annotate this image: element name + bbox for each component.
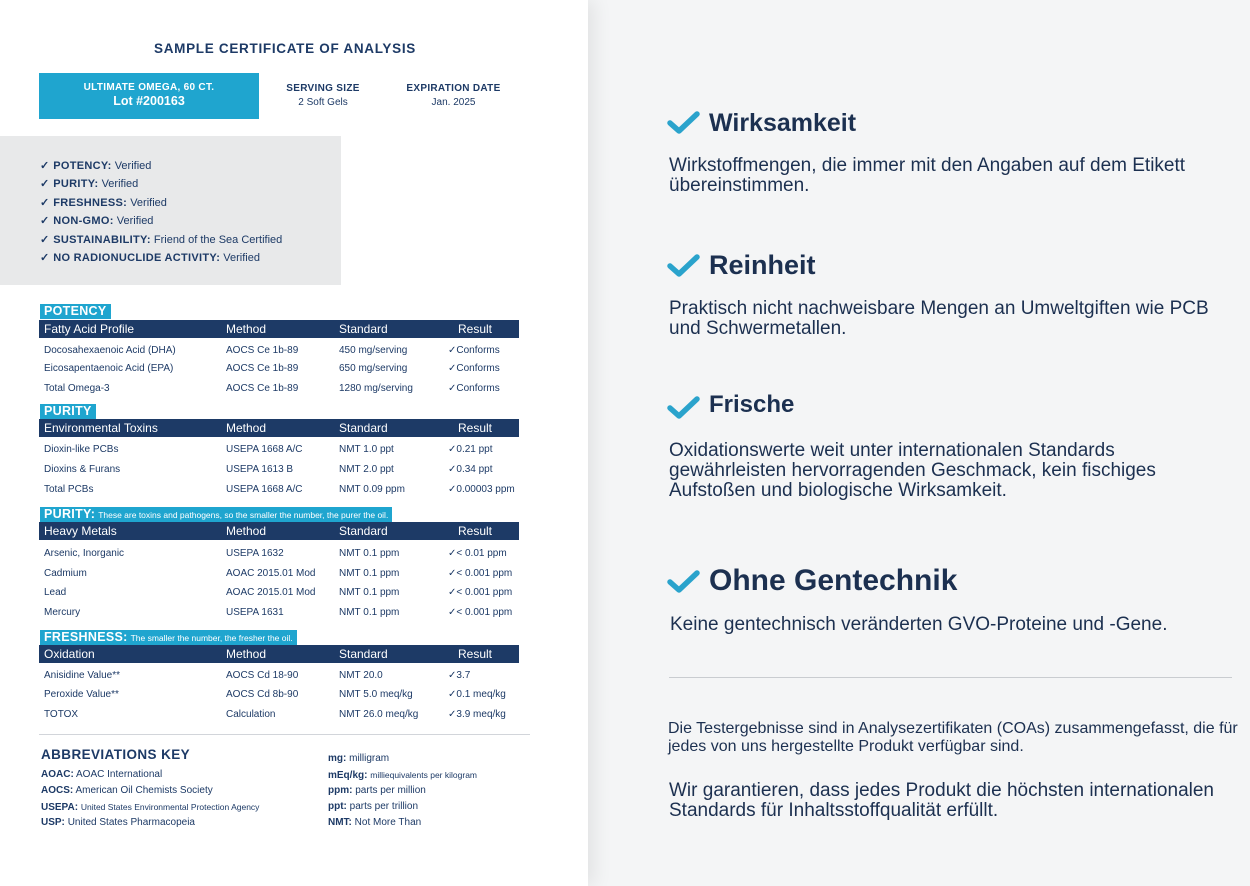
table-cell: 650 mg/serving bbox=[339, 363, 408, 374]
column-header: Method bbox=[226, 524, 267, 538]
serving-size-label: SERVING SIZE bbox=[286, 83, 360, 94]
checkmark-icon bbox=[667, 569, 700, 595]
feature-title-wirksamkeit: Wirksamkeit bbox=[709, 109, 857, 137]
table-cell: ✓< 0.001 ppm bbox=[448, 568, 513, 579]
abbreviation-key: USP: bbox=[41, 817, 65, 828]
table-cell: Mercury bbox=[44, 607, 81, 618]
table-cell: USEPA 1631 bbox=[226, 607, 284, 618]
table-row bbox=[39, 605, 539, 621]
product-box bbox=[39, 73, 259, 119]
table-row bbox=[39, 361, 539, 377]
table-row bbox=[39, 585, 539, 601]
table-cell: Docosahexaenoic Acid (DHA) bbox=[44, 345, 176, 356]
verified-item bbox=[40, 231, 341, 249]
abbreviation-value: milligram bbox=[349, 753, 390, 764]
section-tag-freshness bbox=[40, 630, 297, 645]
closing-guarantee-text: Wir garantieren, dass jedes Produkt die höchsten internationalen Standards für Inhaltsstoffqualität erfüllt. bbox=[669, 780, 1214, 821]
table-cell: ✓3.7 bbox=[448, 670, 471, 681]
table-cell: AOCS Cd 18-90 bbox=[226, 670, 299, 681]
table-cell: TOTOX bbox=[44, 709, 79, 720]
table-row bbox=[39, 566, 539, 582]
abbreviation-key: NMT: bbox=[328, 817, 352, 828]
table-cell: Total Omega-3 bbox=[44, 383, 110, 394]
table-cell: AOCS Ce 1b-89 bbox=[226, 345, 299, 356]
verified-item-value: Friend of the Sea Certified bbox=[153, 233, 283, 246]
checkmark-icon: ✓ bbox=[40, 196, 50, 209]
table-cell: NMT 0.1 ppm bbox=[339, 568, 400, 579]
abbreviation-value: United States Pharmacopeia bbox=[67, 817, 195, 828]
abbreviation-item bbox=[328, 815, 421, 831]
table-cell: Peroxide Value** bbox=[44, 689, 119, 700]
table-cell: NMT 26.0 meq/kg bbox=[339, 709, 419, 720]
table-row bbox=[39, 546, 539, 562]
verified-item-value: Verified bbox=[114, 160, 152, 172]
table-row bbox=[39, 462, 539, 478]
feature-text-frische: Oxidationswerte weit unter internationalen Standards gewährleisten hervorragenden Geschmack, kein fischiges Aufstoßen und biologische Wirksamkeit. bbox=[669, 440, 1156, 501]
feature-title-reinheit: Reinheit bbox=[709, 250, 816, 280]
verified-item-label: NO RADIONUCLIDE ACTIVITY: bbox=[53, 251, 221, 264]
table-cell: ✓< 0.001 ppm bbox=[448, 587, 513, 598]
table-cell: NMT 5.0 meq/kg bbox=[339, 689, 413, 700]
table-cell: ✓< 0.001 ppm bbox=[448, 607, 513, 618]
column-header: Result bbox=[458, 421, 493, 435]
verified-item bbox=[40, 175, 341, 193]
table-cell: ✓< 0.01 ppm bbox=[448, 548, 507, 559]
abbreviation-value: Not More Than bbox=[354, 817, 422, 828]
table-cell: AOCS Ce 1b-89 bbox=[226, 383, 299, 394]
table-cell: Eicosapentaenoic Acid (EPA) bbox=[44, 363, 174, 374]
table-cell: Calculation bbox=[226, 709, 276, 720]
verified-item-value: Verified bbox=[223, 251, 260, 264]
column-header: Method bbox=[226, 421, 267, 435]
checkmark-icon: ✓ bbox=[40, 178, 50, 191]
expiration-date bbox=[396, 83, 511, 108]
abbreviation-item bbox=[41, 799, 259, 815]
table-cell: AOCS Cd 8b-90 bbox=[226, 689, 299, 700]
table-cell: AOAC 2015.01 Mod bbox=[226, 587, 316, 598]
table-cell: ✓3.9 meq/kg bbox=[448, 709, 506, 720]
table-header bbox=[39, 645, 519, 663]
column-header: Standard bbox=[339, 421, 388, 435]
checkmark-icon bbox=[667, 395, 700, 421]
table-cell: ✓0.21 ppt bbox=[448, 444, 493, 455]
verified-item bbox=[40, 212, 341, 230]
column-header: Fatty Acid Profile bbox=[44, 322, 135, 336]
closing-coa-text: Die Testergebnisse sind in Analysezertifikaten (COAs) zusammengefasst, die für jedes von uns hergestellte Produkt verfügbar sind. bbox=[668, 720, 1238, 755]
column-header: Standard bbox=[339, 322, 388, 336]
column-header: Environmental Toxins bbox=[44, 421, 158, 435]
abbreviation-item bbox=[328, 799, 418, 815]
column-header: Oxidation bbox=[44, 647, 95, 661]
column-header: Method bbox=[226, 647, 267, 661]
table-header bbox=[39, 522, 519, 540]
column-header: Standard bbox=[339, 524, 388, 538]
verified-item-label: POTENCY: bbox=[53, 160, 112, 172]
product-lot: Lot #200163 bbox=[113, 94, 185, 108]
verified-summary bbox=[0, 136, 341, 285]
verified-item-value: Verified bbox=[130, 196, 167, 209]
table-cell: ✓Conforms bbox=[448, 363, 500, 374]
table-cell: Arsenic, Inorganic bbox=[44, 548, 125, 559]
abbreviation-value: American Oil Chemists Society bbox=[75, 785, 213, 796]
abbreviation-key: mg: bbox=[328, 753, 347, 764]
table-cell: Dioxins & Furans bbox=[44, 464, 121, 475]
expiration-date-value: Jan. 2025 bbox=[431, 97, 476, 108]
feature-title-ohne-gentechnik: Ohne Gentechnik bbox=[709, 564, 958, 597]
table-row bbox=[39, 381, 539, 397]
section-tag-label: FRESHNESS: bbox=[44, 630, 128, 644]
table-cell: NMT 20.0 bbox=[339, 670, 383, 681]
verified-item-label: FRESHNESS: bbox=[53, 196, 128, 209]
section-tag-label: PURITY: bbox=[44, 507, 96, 521]
table-cell: Anisidine Value** bbox=[44, 670, 120, 681]
table-row bbox=[39, 442, 539, 458]
verified-item-label: PURITY: bbox=[53, 178, 99, 191]
column-header: Heavy Metals bbox=[44, 524, 117, 538]
abbreviation-key: ppt: bbox=[328, 801, 347, 812]
table-cell: ✓Conforms bbox=[448, 345, 500, 356]
table-cell: AOCS Ce 1b-89 bbox=[226, 363, 299, 374]
column-header: Result bbox=[458, 524, 493, 538]
feature-text-ohne-gentechnik: Keine gentechnisch veränderten GVO-Proteine und -Gene. bbox=[670, 614, 1168, 635]
checkmark-icon: ✓ bbox=[40, 233, 50, 246]
checkmark-icon: ✓ bbox=[40, 160, 50, 172]
table-cell: NMT 0.09 ppm bbox=[339, 484, 405, 495]
table-cell: ✓0.00003 ppm bbox=[448, 484, 515, 495]
verified-item-value: Verified bbox=[101, 178, 139, 191]
table-cell: NMT 2.0 ppt bbox=[339, 464, 394, 475]
section-tag-potency bbox=[40, 304, 111, 319]
table-row bbox=[39, 482, 539, 498]
expiration-date-label: EXPIRATION DATE bbox=[406, 83, 501, 94]
table-cell: USEPA 1668 A/C bbox=[226, 444, 303, 455]
abbreviation-value: United States Environmental Protection Agency bbox=[80, 802, 260, 812]
checkmark-icon bbox=[667, 253, 700, 279]
table-row bbox=[39, 343, 539, 359]
section-tag-label: POTENCY bbox=[44, 304, 107, 318]
serving-size-value: 2 Soft Gels bbox=[298, 97, 348, 108]
table-cell: ✓0.34 ppt bbox=[448, 464, 493, 475]
table-header bbox=[39, 419, 519, 437]
abbreviation-value: milliequivalents per kilogram bbox=[370, 770, 477, 780]
table-cell: USEPA 1632 bbox=[226, 548, 284, 559]
abbreviation-key: USEPA: bbox=[41, 802, 79, 813]
feature-text-reinheit: Praktisch nicht nachweisbare Mengen an Umweltgiften wie PCB und Schwermetallen. bbox=[669, 298, 1209, 339]
abbreviation-item bbox=[41, 783, 213, 799]
section-tag-purity-metals bbox=[40, 507, 392, 522]
checkmark-icon bbox=[667, 110, 700, 136]
table-cell: 450 mg/serving bbox=[339, 345, 408, 356]
table-header bbox=[39, 320, 519, 338]
section-tag-purity bbox=[40, 404, 96, 419]
checkmark-icon: ✓ bbox=[40, 251, 50, 264]
column-header: Standard bbox=[339, 647, 388, 661]
table-cell: ✓0.1 meq/kg bbox=[448, 689, 506, 700]
feature-title-frische: Frische bbox=[709, 391, 795, 418]
table-cell: 1280 mg/serving bbox=[339, 383, 413, 394]
table-cell: Total PCBs bbox=[44, 484, 94, 495]
divider bbox=[669, 677, 1232, 678]
section-tag-note: These are toxins and pathogens, so the smaller the number, the purer the oil. bbox=[98, 510, 389, 520]
table-cell: USEPA 1668 A/C bbox=[226, 484, 303, 495]
section-tag-note: The smaller the number, the fresher the oil. bbox=[130, 633, 293, 643]
verified-item-label: SUSTAINABILITY: bbox=[53, 233, 151, 246]
table-cell: Lead bbox=[44, 587, 67, 598]
table-cell: Cadmium bbox=[44, 568, 87, 579]
table-row bbox=[39, 687, 539, 703]
product-name: ULTIMATE OMEGA, 60 CT. bbox=[83, 82, 215, 93]
table-cell: Dioxin-like PCBs bbox=[44, 444, 119, 455]
serving-size bbox=[272, 83, 374, 108]
checkmark-icon: ✓ bbox=[40, 215, 50, 228]
abbreviation-key: mEq/kg: bbox=[328, 770, 368, 781]
verified-item bbox=[40, 157, 341, 175]
abbreviation-item bbox=[328, 767, 477, 783]
abbreviation-item bbox=[328, 783, 426, 799]
table-cell: NMT 0.1 ppm bbox=[339, 587, 400, 598]
section-tag-label: PURITY bbox=[44, 404, 92, 418]
verified-item bbox=[40, 194, 341, 212]
feature-text-wirksamkeit: Wirkstoffmengen, die immer mit den Angaben auf dem Etikett übereinstimmen. bbox=[669, 155, 1186, 196]
table-cell: NMT 0.1 ppm bbox=[339, 548, 400, 559]
abbreviation-value: parts per trillion bbox=[349, 801, 419, 812]
certificate-sheet bbox=[0, 0, 588, 886]
verified-item-value: Verified bbox=[116, 215, 154, 228]
column-header: Result bbox=[458, 647, 493, 661]
abbreviation-item bbox=[41, 815, 195, 831]
table-row bbox=[39, 668, 539, 684]
abbreviation-value: AOAC International bbox=[76, 769, 163, 780]
abbreviation-key: AOAC: bbox=[41, 769, 74, 780]
certificate-title: SAMPLE CERTIFICATE OF ANALYSIS bbox=[153, 41, 417, 56]
table-row bbox=[39, 707, 539, 723]
abbreviation-key: AOCS: bbox=[41, 785, 74, 796]
abbreviation-item bbox=[328, 751, 389, 767]
column-header: Result bbox=[458, 322, 493, 336]
table-cell: NMT 0.1 ppm bbox=[339, 607, 400, 618]
abbreviation-value: parts per million bbox=[355, 785, 426, 796]
verified-item bbox=[40, 249, 341, 267]
table-cell: ✓Conforms bbox=[448, 383, 500, 394]
table-cell: USEPA 1613 B bbox=[226, 464, 294, 475]
table-cell: AOAC 2015.01 Mod bbox=[226, 568, 316, 579]
abbreviation-item bbox=[41, 767, 162, 783]
column-header: Method bbox=[226, 322, 267, 336]
abbreviations-title: ABBREVIATIONS KEY bbox=[41, 747, 191, 762]
divider bbox=[39, 734, 530, 735]
table-cell: NMT 1.0 ppt bbox=[339, 444, 394, 455]
verified-item-label: NON-GMO: bbox=[53, 215, 114, 228]
abbreviation-key: ppm: bbox=[328, 785, 353, 796]
